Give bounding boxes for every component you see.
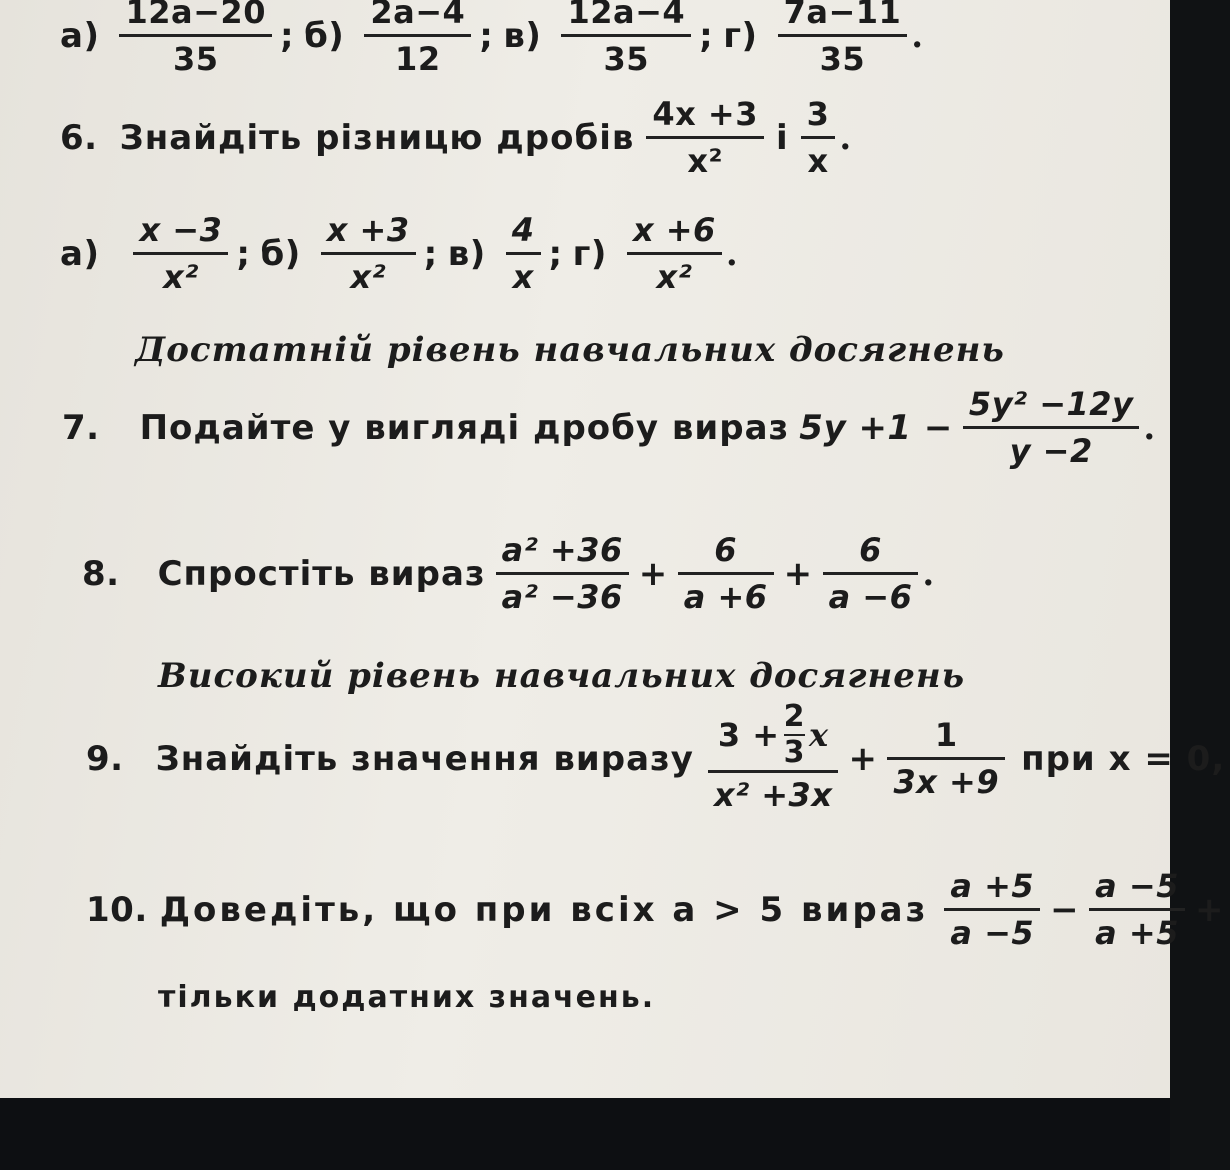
fraction-2	[801, 92, 836, 183]
expression: 5y +1 −	[799, 407, 953, 448]
section-heading-sufficient: Достатній рівень навчальних досягнень	[135, 330, 1005, 370]
option-b-fraction	[321, 208, 416, 299]
task-text: Спростіть вираз	[157, 553, 486, 594]
dark-background-strip	[0, 1098, 1170, 1170]
denominator: a +6	[683, 578, 768, 616]
separator: ;	[548, 233, 563, 274]
denominator: 3x +9	[893, 763, 1000, 801]
numerator	[712, 700, 835, 770]
numerator: 6	[714, 531, 738, 569]
numerator: a² +36	[501, 531, 623, 569]
separator: ;	[236, 233, 251, 274]
period: .	[839, 117, 852, 158]
fraction-1	[944, 864, 1040, 955]
period: .	[922, 553, 935, 594]
numerator: 4	[511, 211, 535, 249]
denominator: 35	[819, 40, 866, 78]
minus-sign: −	[1050, 889, 1080, 930]
inner-fraction	[784, 700, 805, 770]
conjunction: і	[776, 117, 789, 158]
numerator: 3	[806, 95, 830, 133]
task-number: 8.	[82, 553, 120, 594]
period: .	[1143, 407, 1156, 448]
denominator: x	[512, 258, 534, 296]
task-number: 9.	[86, 738, 124, 779]
fraction-3	[823, 528, 919, 619]
numerator-tail: x	[808, 716, 829, 754]
numerator: 4x +3	[652, 95, 758, 133]
option-a-fraction	[133, 208, 228, 299]
option-a-fraction	[119, 0, 271, 81]
numerator: a −5	[1095, 867, 1179, 905]
numerator: x +6	[632, 211, 716, 249]
continuation-text: тільки додатних значень.	[158, 980, 656, 1015]
option-c-fraction	[561, 0, 691, 81]
task-text: Знайдіть різницю дробів	[119, 117, 635, 158]
denominator: x²	[350, 258, 386, 296]
option-b-label: б)	[304, 15, 345, 56]
task-text: Доведіть, що при всіх a > 5 вираз	[159, 889, 929, 930]
denominator: 12	[395, 40, 441, 78]
inner-numerator: 2	[783, 699, 805, 734]
fraction-2	[678, 528, 774, 619]
denominator: x	[807, 142, 829, 180]
fraction-1	[646, 92, 764, 183]
option-a-label: а)	[60, 233, 100, 274]
separator: ;	[479, 15, 494, 56]
option-a-label: а)	[60, 15, 100, 56]
plus-sign: +	[1194, 889, 1224, 930]
separator: ;	[423, 233, 438, 274]
task-number: 10.	[86, 889, 148, 930]
denominator: x²	[163, 258, 199, 296]
numerator: x −3	[139, 211, 223, 249]
plus-sign: +	[783, 553, 813, 594]
numerator: 2a−4	[370, 0, 466, 31]
option-b-label: б)	[260, 233, 301, 274]
task-text: Подайте у вигляді дробу вираз	[139, 407, 790, 448]
numerator-lead: 3 +	[717, 716, 780, 754]
denominator: x² +3x	[713, 776, 833, 814]
numerator: 12a−4	[567, 0, 686, 31]
denominator: x²	[687, 142, 724, 180]
task-10-continuation	[158, 980, 655, 1015]
option-d-fraction	[778, 0, 908, 81]
numerator: 1	[934, 716, 958, 754]
denominator: 35	[172, 40, 219, 78]
fraction	[963, 382, 1139, 473]
task-text: Знайдіть значення виразу	[155, 738, 694, 779]
option-b-fraction	[364, 0, 471, 81]
option-d-label: г)	[723, 15, 758, 56]
fraction-1	[496, 528, 629, 619]
denominator: a −5	[950, 914, 1035, 952]
task-10	[86, 864, 1230, 955]
option-d-label: г)	[572, 233, 607, 274]
plus-sign: +	[848, 738, 878, 779]
fraction-1	[708, 700, 839, 817]
numerator: a +5	[950, 867, 1035, 905]
denominator: x²	[656, 258, 693, 296]
option-c-label: в)	[503, 15, 542, 56]
task-8	[82, 528, 935, 619]
task-7	[62, 382, 1156, 473]
separator: ;	[699, 15, 714, 56]
option-d-fraction	[627, 208, 722, 299]
option-c-fraction	[506, 208, 541, 299]
period: .	[911, 15, 924, 56]
numerator: x +3	[326, 211, 410, 249]
denominator: a +5	[1095, 914, 1179, 952]
answers-row-6	[60, 208, 738, 299]
numerator: 6	[859, 531, 882, 569]
option-c-label: в)	[447, 233, 486, 274]
period: .	[725, 233, 739, 274]
task-6	[60, 92, 852, 183]
inner-denominator: 3	[783, 735, 805, 770]
plus-sign: +	[638, 553, 668, 594]
condition: при x = 0,	[1021, 738, 1226, 779]
task-number: 7.	[62, 407, 100, 448]
denominator: y −2	[1009, 432, 1093, 470]
task-9	[86, 700, 1225, 817]
fraction-2	[887, 713, 1005, 804]
task-number: 6.	[60, 117, 98, 158]
denominator: a² −36	[501, 578, 623, 616]
section-heading-high: Високий рівень навчальних досягнень	[158, 656, 966, 696]
denominator: a −6	[828, 578, 913, 616]
numerator: 5y² −12y	[968, 385, 1134, 423]
fraction-2	[1089, 864, 1185, 955]
answers-row-5	[60, 0, 924, 81]
numerator: 12a−20	[125, 0, 266, 31]
separator: ;	[279, 15, 295, 56]
denominator: 35	[603, 40, 650, 78]
numerator: 7a−11	[783, 0, 902, 31]
